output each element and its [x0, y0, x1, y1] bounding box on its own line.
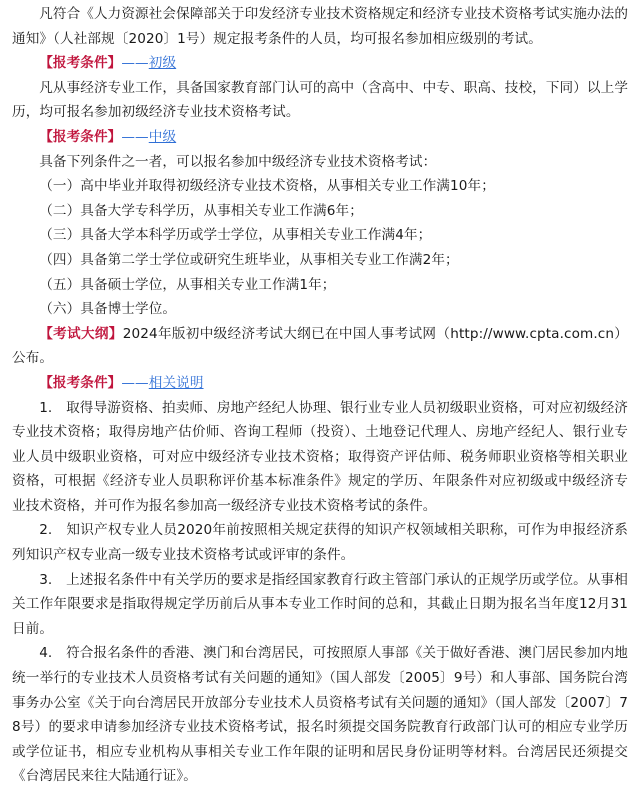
- notes-dash: ——: [121, 374, 149, 391]
- note-item: 2. 知识产权专业人员2020年前按照相关规定获得的知识产权领域相关职称，可作为申报经济系列知识产权专业高一级专业技术资格考试或评审的条件。: [12, 522, 628, 564]
- intermediate-tag: 【报考条件】: [39, 128, 122, 145]
- syllabus-paragraph: [12, 322, 628, 371]
- notes-heading: [12, 371, 628, 396]
- syllabus-tag: 【考试大纲】: [39, 325, 123, 342]
- list-item: （六）具备博士学位。: [39, 301, 177, 318]
- notes-title-link[interactable]: 相关说明: [148, 374, 204, 391]
- notes-tag: 【报考条件】: [39, 374, 122, 391]
- intermediate-dash: ——: [121, 128, 149, 145]
- primary-dash: ——: [121, 55, 149, 72]
- intermediate-heading: [12, 125, 628, 150]
- intermediate-title-link[interactable]: 中级: [148, 128, 177, 145]
- note-item: 4. 符合报名条件的香港、澳门和台湾居民，可按照原人事部《关于做好香港、澳门居民参加内地统一举行的专业技术人员资格考试有关问题的通知》（国人部发〔2005〕9号）和人事部、国务院台湾事务办公室《关于向台湾居民开放部分专业技术人员资格考试有关问题的通知》（国人部发〔2007〕78号）的要求申请参加经济专业技术资格考试，报名时须提交国务院教育行政部门认可的相应专业学历或学位证书，相应专业机构从事相关专业工作年限的证明和居民身份证明等材料。台湾居民还须提交《台湾居民来往大陆通行证》。: [12, 645, 628, 785]
- intro-paragraph: 凡符合《人力资源社会保障部关于印发经济专业技术资格规定和经济专业技术资格考试实施办法的通知》（人社部规〔2020〕1号）规定报考条件的人员，均可报名参加相应级别的考试。: [12, 6, 629, 47]
- primary-title-link[interactable]: 初级: [148, 55, 177, 72]
- primary-tag: 【报考条件】: [39, 55, 122, 72]
- list-item: （五）具备硕士学位，从事相关专业工作满1年；: [39, 276, 336, 293]
- list-item: （四）具备第二学士学位或研究生班毕业，从事相关专业工作满2年；: [39, 251, 459, 268]
- intermediate-lead: 具备下列条件之一者，可以报名参加中级经济专业技术资格考试：: [39, 153, 437, 170]
- list-item: （二）具备大学专科学历，从事相关专业工作满6年；: [39, 202, 363, 219]
- syllabus-text: 2024年版初中级经济考试大纲已在中国人事考试网（http://www.cpta.com.cn）公布。: [12, 325, 628, 367]
- note-item: 1. 取得导游资格、拍卖师、房地产经纪人协理、银行业专业人员初级职业资格，可对应初级经济专业技术资格；取得房地产估价师、咨询工程师（投资）、土地登记代理人、房地产经纪人、银行业专业人员中级职业资格，可对应中级经济专业技术资格；取得资产评估师、税务师职业资格等相关职业资格，可根据《经济专业人员职称评价基本标准条件》规定的学历、年限条件对应初级或中级经济专业技术资格，并可作为报名参加高一级经济专业技术资格考试的条件。: [12, 399, 628, 514]
- primary-text: 凡从事经济专业工作，具备国家教育部门认可的高中（含高中、中专、职高、技校，下同）以上学历，均可报名参加初级经济专业技术资格考试。: [12, 79, 629, 121]
- list-item: （三）具备大学本科学历或学士学位，从事相关专业工作满4年；: [39, 227, 432, 244]
- list-item: （一）高中毕业并取得初级经济专业技术资格，从事相关专业工作满10年；: [39, 178, 495, 195]
- note-item: 3. 上述报名条件中有关学历的要求是指经国家教育行政主管部门承认的正规学历或学位。从事相关工作年限要求是指取得规定学历前后从事本专业工作时间的总和，其截止日期为报名当年度12月31日前。: [12, 571, 628, 637]
- document-page: [0, 2, 636, 810]
- primary-heading: [12, 51, 628, 76]
